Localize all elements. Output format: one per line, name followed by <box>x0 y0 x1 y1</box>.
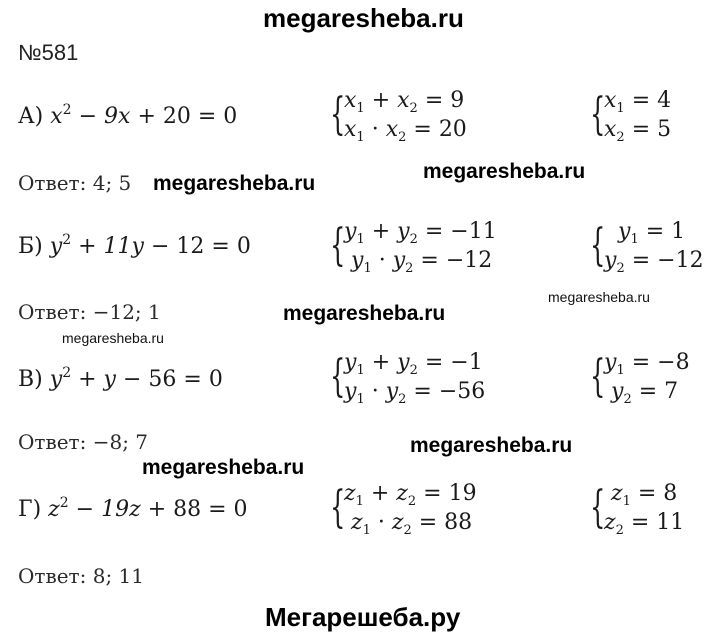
watermark-mid-5: megaresheba.ru <box>142 456 305 479</box>
watermark-mid-3: megaresheba.ru <box>283 302 446 325</box>
equation-a: А) $x^2 - 9x + 20 = 0$ <box>18 102 238 129</box>
site-watermark-bottom: Мегарешеба.ру <box>265 602 461 632</box>
equation-g: Г) $z^2 - 19z + 88 = 0$ <box>18 495 248 522</box>
watermark-mid-2: megaresheba.ru <box>423 160 586 183</box>
watermark-small-2: megaresheba.ru <box>62 330 164 346</box>
watermark-mid-4: megaresheba.ru <box>410 434 573 457</box>
watermark-small-1: megaresheba.ru <box>548 289 650 305</box>
answer-g: Ответ: 8; 11 <box>18 564 144 588</box>
equation-v: В) $y^2 + y - 56 = 0$ <box>18 365 223 392</box>
answer-v: Ответ: −8; 7 <box>18 430 149 454</box>
site-watermark-top: megaresheba.ru <box>263 3 464 33</box>
equation-b: Б) $y^2 + 11y - 12 = 0$ <box>18 232 251 259</box>
watermark-mid-1: megaresheba.ru <box>153 172 316 195</box>
answer-a: Ответ: 4; 5 <box>18 171 132 195</box>
problem-number: №581 <box>18 40 79 65</box>
answer-b: Ответ: −12; 1 <box>18 300 161 324</box>
